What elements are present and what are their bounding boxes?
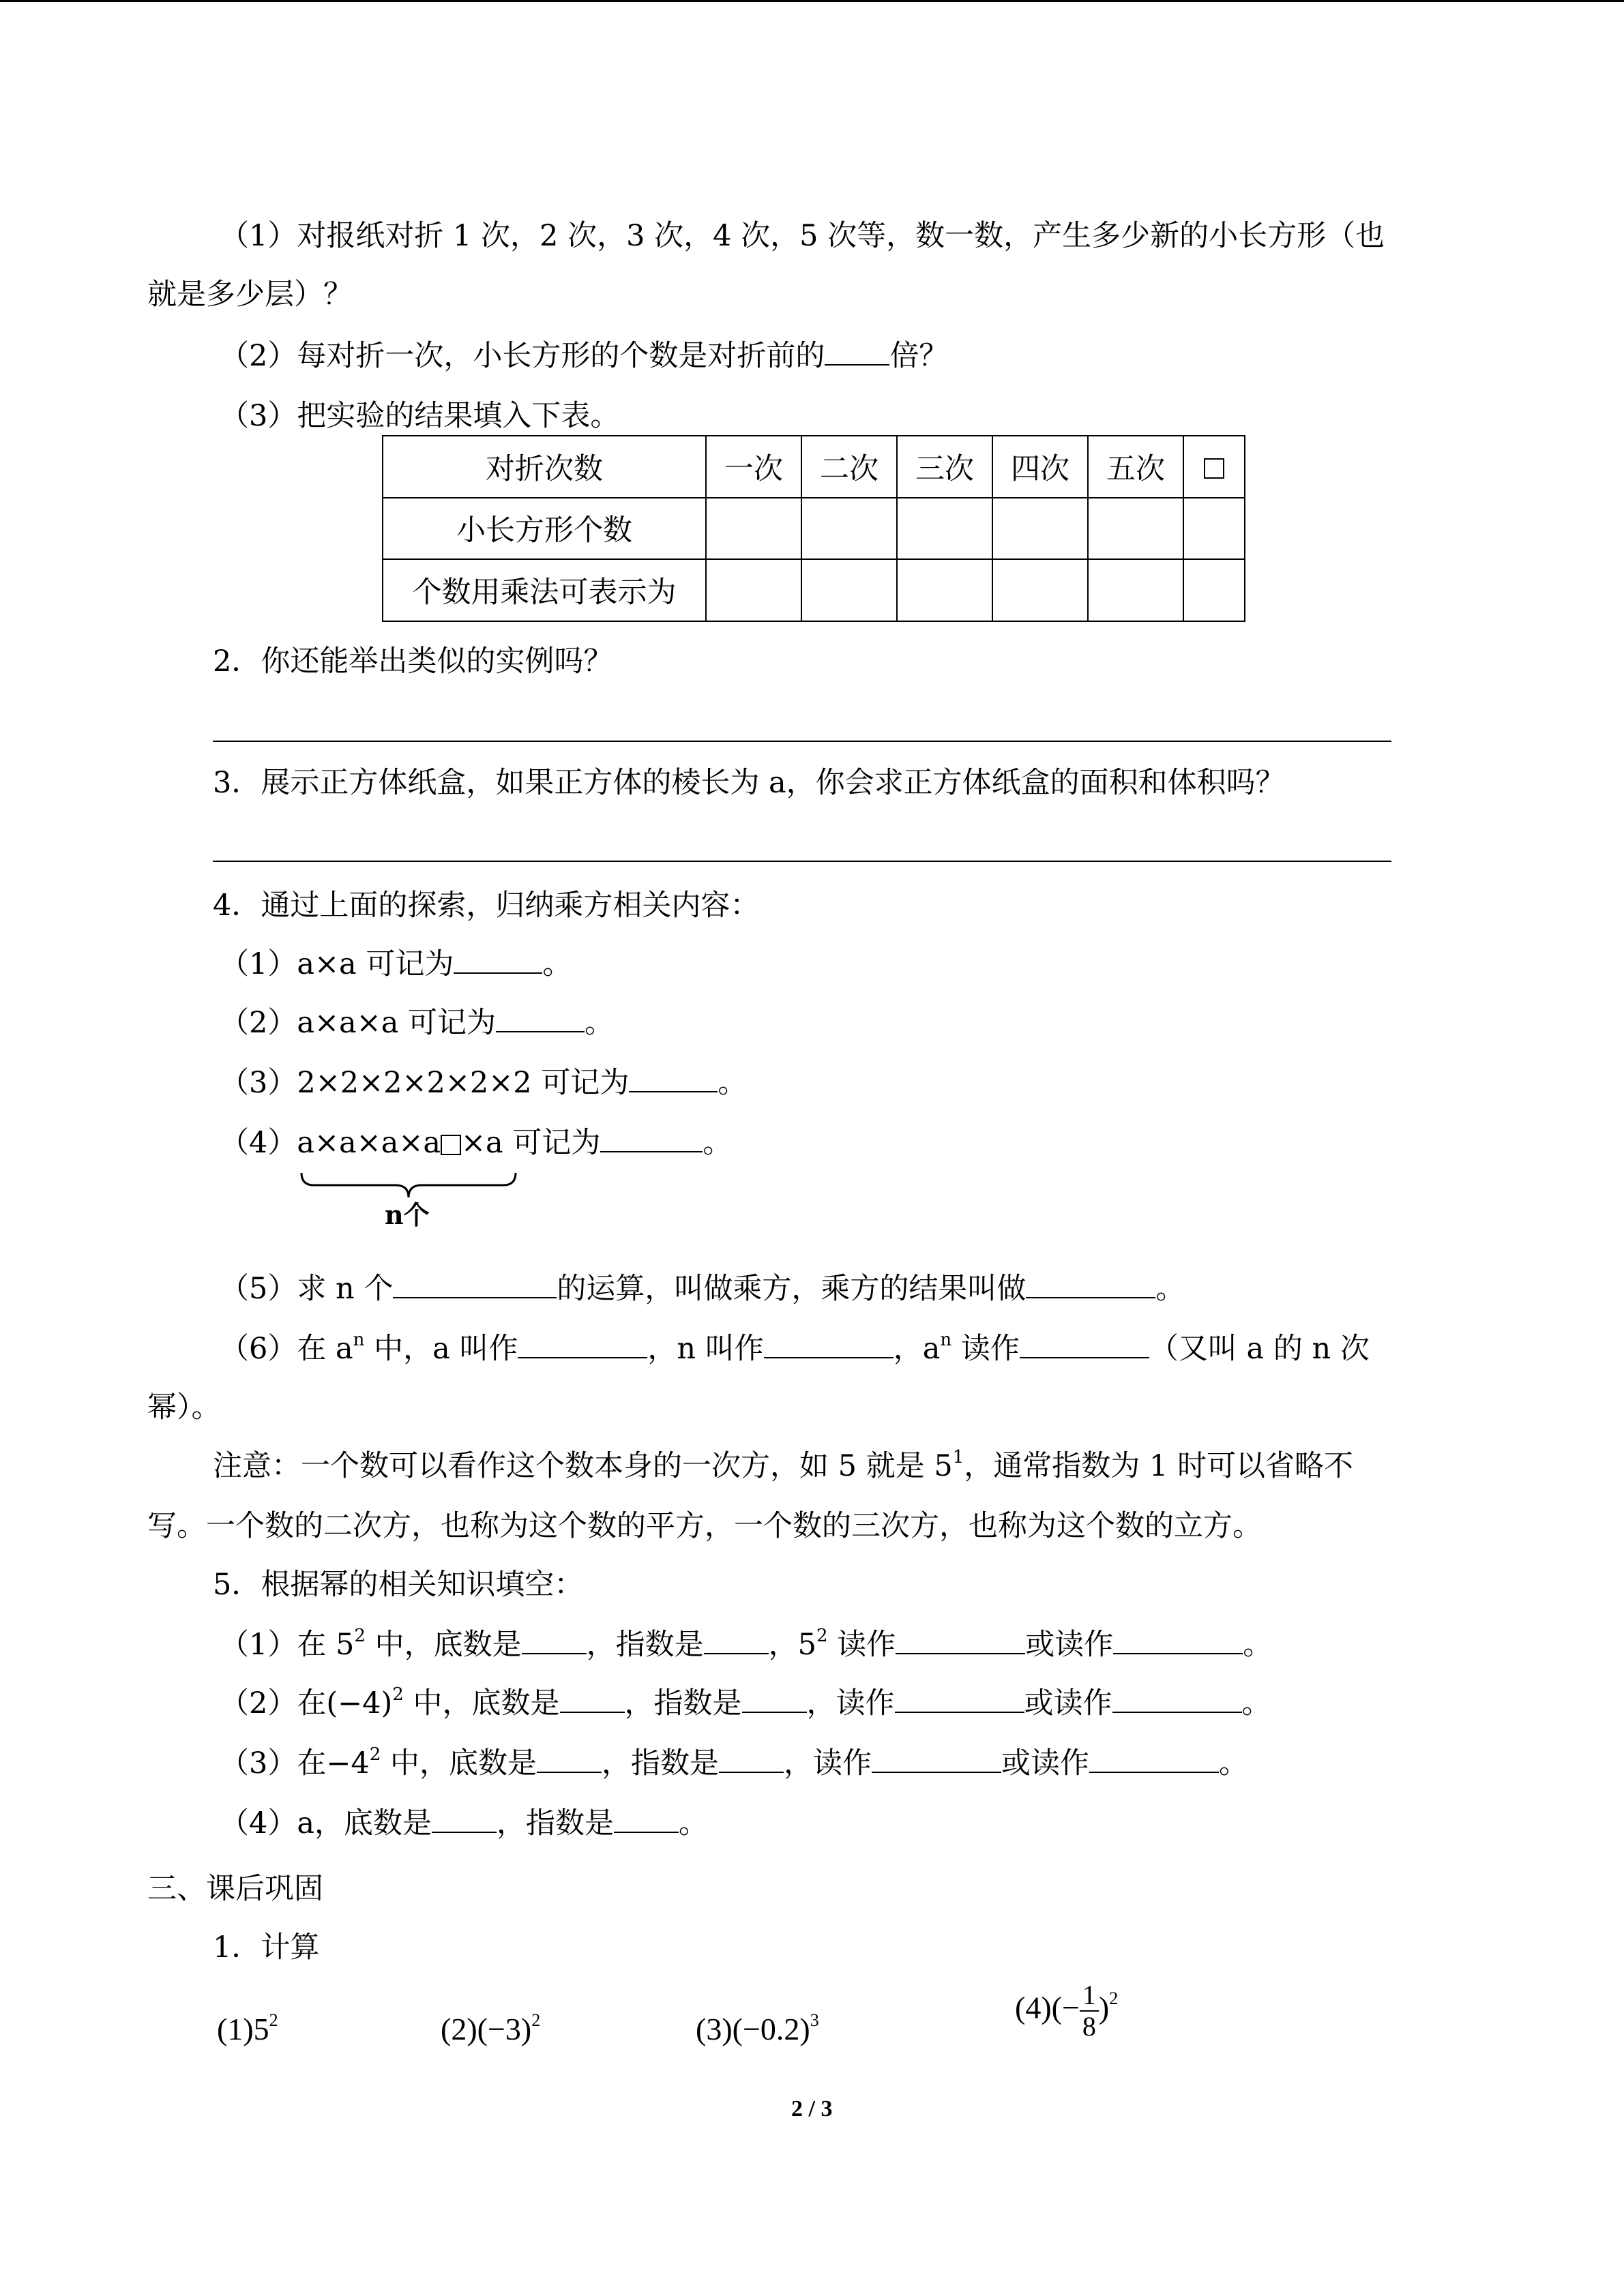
text-line: ×a 可记为 (461, 1126, 601, 1160)
question-5-1 (220, 1624, 1272, 1665)
question-5-2 (220, 1683, 1271, 1724)
answer-blank[interactable] (560, 1684, 625, 1713)
text-line: 。 (542, 947, 572, 981)
text-line: （1）在 5 (220, 1628, 355, 1662)
table-input-cell[interactable] (992, 559, 1088, 621)
table-input-cell[interactable] (801, 559, 897, 621)
table-cell: 四次 (992, 436, 1088, 498)
fraction-numerator: 1 (1080, 1980, 1099, 2012)
answer-blank[interactable] (537, 1744, 602, 1773)
text-line: （6）在 a (220, 1332, 353, 1366)
question-4-6-cont (147, 1387, 221, 1428)
text-line: 2．你还能举出类似的实例吗？ (213, 644, 613, 679)
answer-blank[interactable] (895, 1684, 1024, 1713)
text-line: （4）a，底数是 (220, 1806, 432, 1840)
text-line: n个 (385, 1199, 430, 1230)
ellipsis-box-icon (441, 1135, 461, 1155)
section-heading (147, 1868, 323, 1909)
text-line: 。 (1243, 1628, 1273, 1662)
answer-blank[interactable] (496, 1004, 585, 1032)
table-cell: 一次 (706, 436, 801, 498)
table-input-cell[interactable] (706, 498, 801, 560)
text-line: ，指数是 (497, 1806, 614, 1840)
question-5-3 (220, 1743, 1248, 1784)
superscript: 2 (531, 2010, 541, 2030)
question-1-3 (220, 396, 619, 436)
answer-blank[interactable] (393, 1270, 557, 1298)
text-line: 就是多少层）？ (147, 278, 353, 312)
superscript: 2 (816, 1625, 828, 1646)
answer-blank[interactable] (454, 945, 542, 974)
text-line: 或读作 (1024, 1686, 1112, 1720)
text-line: ，5 (768, 1628, 816, 1662)
placeholder-box-icon (1204, 458, 1224, 479)
superscript: 3 (810, 2010, 819, 2030)
text-line: 5．根据幂的相关知识填空： (213, 1568, 584, 1602)
text-line: ，读作 (806, 1686, 895, 1720)
text-line: 或读作 (1001, 1746, 1089, 1780)
text-line: （5）求 n 个 (220, 1272, 394, 1306)
text-line: 幂）。 (147, 1390, 221, 1425)
superscript: 2 (354, 1625, 366, 1646)
calc-item-3 (696, 2009, 819, 2050)
answer-line[interactable] (213, 861, 1391, 862)
text-line: 读作 (951, 1332, 1020, 1366)
table-input-cell[interactable] (1088, 498, 1183, 560)
question-1-1-cont (147, 274, 353, 315)
table-input-cell[interactable] (897, 559, 992, 621)
answer-blank[interactable] (518, 1330, 647, 1358)
question-4-3 (220, 1062, 747, 1103)
text-line: 。 (1218, 1746, 1248, 1780)
text-line: 的运算，叫做乘方，乘方的结果叫做 (557, 1272, 1027, 1306)
text-line: 。 (703, 1126, 733, 1160)
question-4-1 (220, 944, 572, 985)
question-3 (213, 762, 1285, 803)
brace-label (385, 1195, 430, 1236)
question-5-4 (220, 1803, 708, 1844)
answer-blank[interactable] (600, 1124, 703, 1152)
answer-blank[interactable] (872, 1744, 1001, 1773)
table-cell: 对折次数 (383, 436, 706, 498)
question-4-4 (220, 1122, 732, 1163)
text-line: 。 (1241, 1686, 1271, 1720)
question-4-6 (220, 1328, 1370, 1369)
text-line: ，通常指数为 1 时可以省略不 (964, 1449, 1353, 1483)
text-line: 中，底数是 (365, 1628, 522, 1662)
note-line-1 (213, 1446, 1353, 1487)
text-line: 3．展示正方体纸盒，如果正方体的棱长为 a，你会求正方体纸盒的面积和体积吗？ (213, 766, 1285, 800)
text-line: （3）把实验的结果填入下表。 (220, 399, 620, 433)
answer-blank[interactable] (742, 1684, 807, 1713)
superscript: 1 (952, 1446, 964, 1467)
text-line: 读作 (827, 1628, 896, 1662)
text-line: 写。一个数的二次方，也称为这个数的平方，一个数的三次方，也称为这个数的立方。 (147, 1509, 1262, 1543)
superscript: n (940, 1329, 952, 1350)
text-line: （3）2×2×2×2×2×2 可记为 (220, 1066, 630, 1100)
text-line: 倍？ (889, 339, 949, 373)
text-line: （1）a×a 可记为 (220, 947, 454, 981)
page-number: 2 / 3 (791, 2096, 833, 2121)
question-4 (213, 885, 759, 926)
table-cell (1183, 436, 1245, 498)
answer-blank[interactable] (825, 337, 889, 366)
text-line: （2）在(−4) (220, 1686, 393, 1720)
question-1-1 (220, 215, 1385, 256)
text-line: 1．计算 (213, 1930, 320, 1965)
note-line-2 (147, 1506, 1262, 1547)
answer-blank[interactable] (432, 1804, 497, 1833)
answer-blank[interactable] (629, 1064, 718, 1092)
table-input-cell[interactable] (897, 498, 992, 560)
text-line: ，n 叫作 (647, 1332, 764, 1366)
superscript: 2 (369, 1744, 381, 1765)
text-line: （4）a×a×a×a (220, 1126, 441, 1160)
fraction-denominator: 8 (1082, 2011, 1096, 2042)
table-cell: 个数用乘法可表示为 (383, 559, 706, 621)
text-line: ，a (893, 1332, 941, 1366)
text-line: 。 (1155, 1272, 1185, 1306)
text-line: （又叫 a 的 n 次 (1149, 1332, 1370, 1366)
table-input-cell[interactable] (706, 559, 801, 621)
text-line: (4)(− (1015, 1990, 1080, 2025)
question-1-2 (220, 336, 948, 376)
text-line: ，指数是 (601, 1746, 719, 1780)
table-cell: 五次 (1088, 436, 1183, 498)
question-2 (213, 641, 612, 682)
answer-blank[interactable] (1112, 1684, 1242, 1713)
text-line: (3)(−0.2) (696, 2012, 810, 2046)
text-line: （3）在−4 (220, 1746, 370, 1780)
text-line: 。 (718, 1066, 748, 1100)
text-line: 中，底数是 (403, 1686, 560, 1720)
question-4-2 (220, 1002, 614, 1043)
table-row (383, 559, 1245, 621)
text-line: （2）a×a×a 可记为 (220, 1006, 496, 1040)
text-line: (1)5 (217, 2012, 269, 2046)
text-line: 4．通过上面的探索，归纳乘方相关内容： (213, 889, 760, 923)
text-line: ) (1098, 1990, 1110, 2025)
calc-title (213, 1927, 319, 1968)
top-border (0, 0, 1624, 2)
table-cell: 小长方形个数 (383, 498, 706, 560)
answer-blank[interactable] (1089, 1744, 1219, 1773)
question-5 (213, 1564, 583, 1605)
answer-blank[interactable] (719, 1744, 784, 1773)
fold-table (382, 435, 1245, 622)
text-line: 三、课后巩固 (147, 1872, 323, 1906)
text-line: ，读作 (783, 1746, 872, 1780)
superscript: 2 (392, 1684, 404, 1705)
answer-blank[interactable] (1020, 1330, 1149, 1358)
answer-blank[interactable] (1113, 1626, 1243, 1654)
fraction (1080, 1980, 1099, 2042)
text-line: 注意：一个数可以看作这个数本身的一次方，如 5 就是 5 (213, 1449, 953, 1483)
table-input-cell[interactable] (801, 498, 897, 560)
table-input-cell[interactable] (1088, 559, 1183, 621)
table-cell: 三次 (897, 436, 992, 498)
text-line: 中，底数是 (381, 1746, 537, 1780)
text-line: ，指数是 (586, 1628, 704, 1662)
answer-blank[interactable] (614, 1804, 679, 1833)
text-line: （2）每对折一次，小长方形的个数是对折前的 (220, 339, 825, 373)
question-4-5 (220, 1268, 1185, 1309)
table-input-cell[interactable] (1183, 498, 1245, 560)
table-input-cell[interactable] (1183, 559, 1245, 621)
superscript: 2 (1109, 1988, 1119, 2009)
calc-item-4 (1015, 1980, 1118, 2042)
table-header-row (383, 436, 1245, 498)
table-row (383, 498, 1245, 560)
superscript: n (353, 1329, 365, 1350)
text-line: 或读作 (1025, 1628, 1114, 1662)
calc-item-1 (217, 2009, 278, 2050)
calc-item-2 (441, 2009, 540, 2050)
answer-blank[interactable] (704, 1626, 769, 1654)
text-line: （1）对报纸对折 1 次，2 次，3 次，4 次，5 次等，数一数，产生多少新的小长方形（也 (220, 219, 1385, 253)
text-line: ，指数是 (624, 1686, 742, 1720)
answer-blank[interactable] (896, 1626, 1025, 1654)
text-line: 中，a 叫作 (364, 1332, 518, 1366)
superscript: 2 (269, 2010, 278, 2030)
table-input-cell[interactable] (992, 498, 1088, 560)
answer-blank[interactable] (764, 1330, 894, 1358)
table-cell: 二次 (801, 436, 897, 498)
text-line: 。 (585, 1006, 614, 1040)
text-line: (2)(−3) (441, 2012, 532, 2046)
answer-line[interactable] (213, 741, 1391, 742)
answer-blank[interactable] (522, 1626, 587, 1654)
answer-blank[interactable] (1026, 1270, 1155, 1298)
text-line: 。 (679, 1806, 708, 1840)
